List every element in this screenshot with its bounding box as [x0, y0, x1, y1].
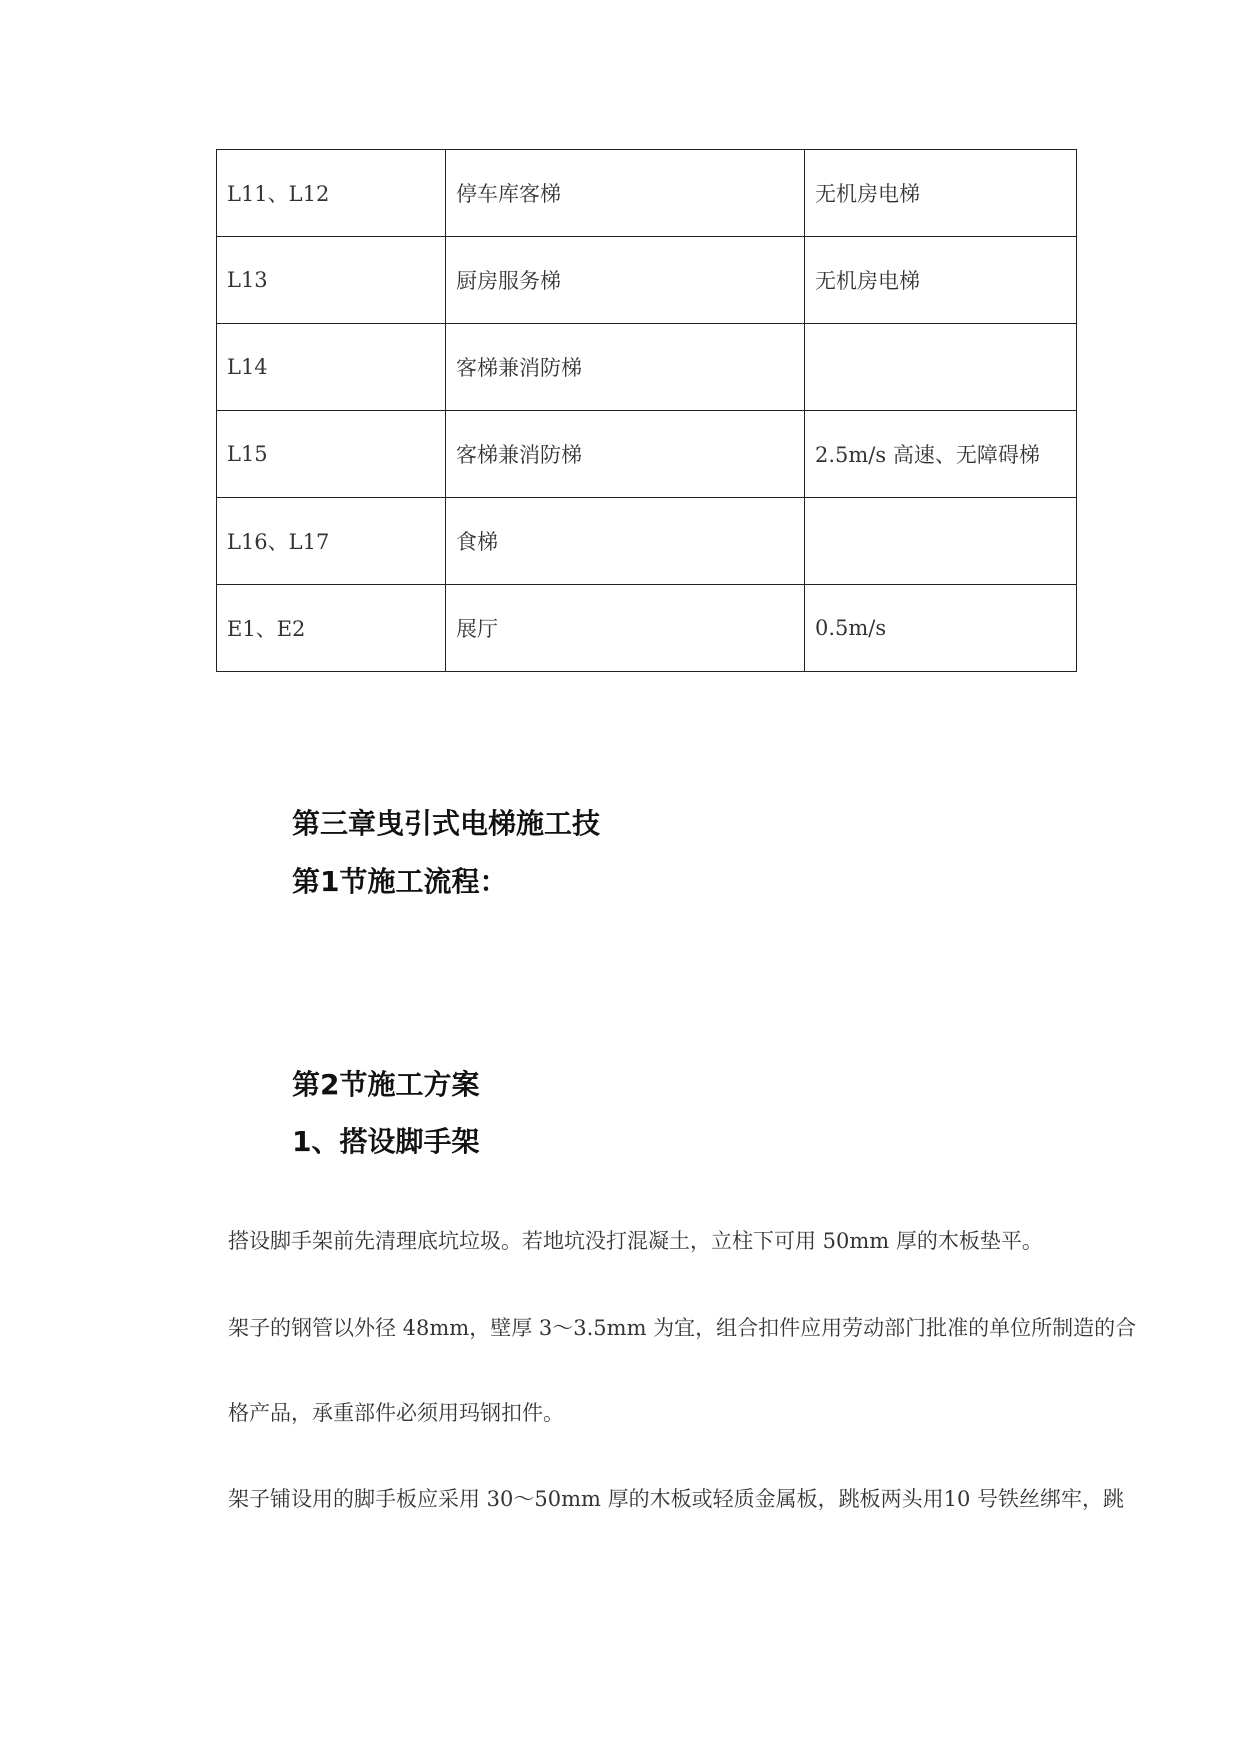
table-row	[217, 498, 1077, 585]
elevator-note-cell: 2.5m/s 高速、无障碍梯	[805, 411, 1077, 498]
table-row	[217, 150, 1077, 237]
elevator-type-cell: 客梯兼消防梯	[446, 411, 805, 498]
elevator-id-cell: E1、E2	[217, 585, 446, 672]
table-row	[217, 585, 1077, 672]
elevator-id-cell: L15	[217, 411, 446, 498]
elevator-type-cell: 客梯兼消防梯	[446, 324, 805, 411]
table-row	[217, 324, 1077, 411]
elevator-type-cell: 厨房服务梯	[446, 237, 805, 324]
elevator-type-cell: 食梯	[446, 498, 805, 585]
elevator-id-cell: L11、L12	[217, 150, 446, 237]
elevator-id-cell: L16、L17	[217, 498, 446, 585]
paragraph: 架子的钢管以外径 48mm，壁厚 3～3.5mm 为宜，组合扣件应用劳动部门批准的单位所制造的合	[228, 1316, 1137, 1340]
section-1-heading: 第1节施工流程：	[292, 865, 508, 898]
elevator-id-cell: L13	[217, 237, 446, 324]
elevator-note-cell: 0.5m/s	[805, 585, 1077, 672]
elevator-note-cell: 无机房电梯	[805, 237, 1077, 324]
chapter-heading: 第三章曳引式电梯施工技	[292, 807, 601, 840]
elevator-id-cell: L14	[217, 324, 446, 411]
elevator-note-cell	[805, 498, 1077, 585]
elevator-note-cell	[805, 324, 1077, 411]
elevator-type-cell: 停车库客梯	[446, 150, 805, 237]
section-2-heading: 第2节施工方案	[292, 1068, 480, 1101]
elevator-type-cell: 展厅	[446, 585, 805, 672]
table-row	[217, 237, 1077, 324]
table-row	[217, 411, 1077, 498]
elevator-note-cell: 无机房电梯	[805, 150, 1077, 237]
item-1-heading: 1、搭设脚手架	[292, 1125, 480, 1158]
elevator-table	[216, 149, 1077, 672]
paragraph: 架子铺设用的脚手板应采用 30～50mm 厚的木板或轻质金属板，跳板两头用10 号铁丝绑牢，跳	[228, 1487, 1125, 1511]
paragraph: 格产品，承重部件必须用玛钢扣件。	[228, 1401, 564, 1425]
paragraph: 搭设脚手架前先清理底坑垃圾。若地坑没打混凝土，立柱下可用 50mm 厚的木板垫平。	[228, 1229, 1043, 1253]
